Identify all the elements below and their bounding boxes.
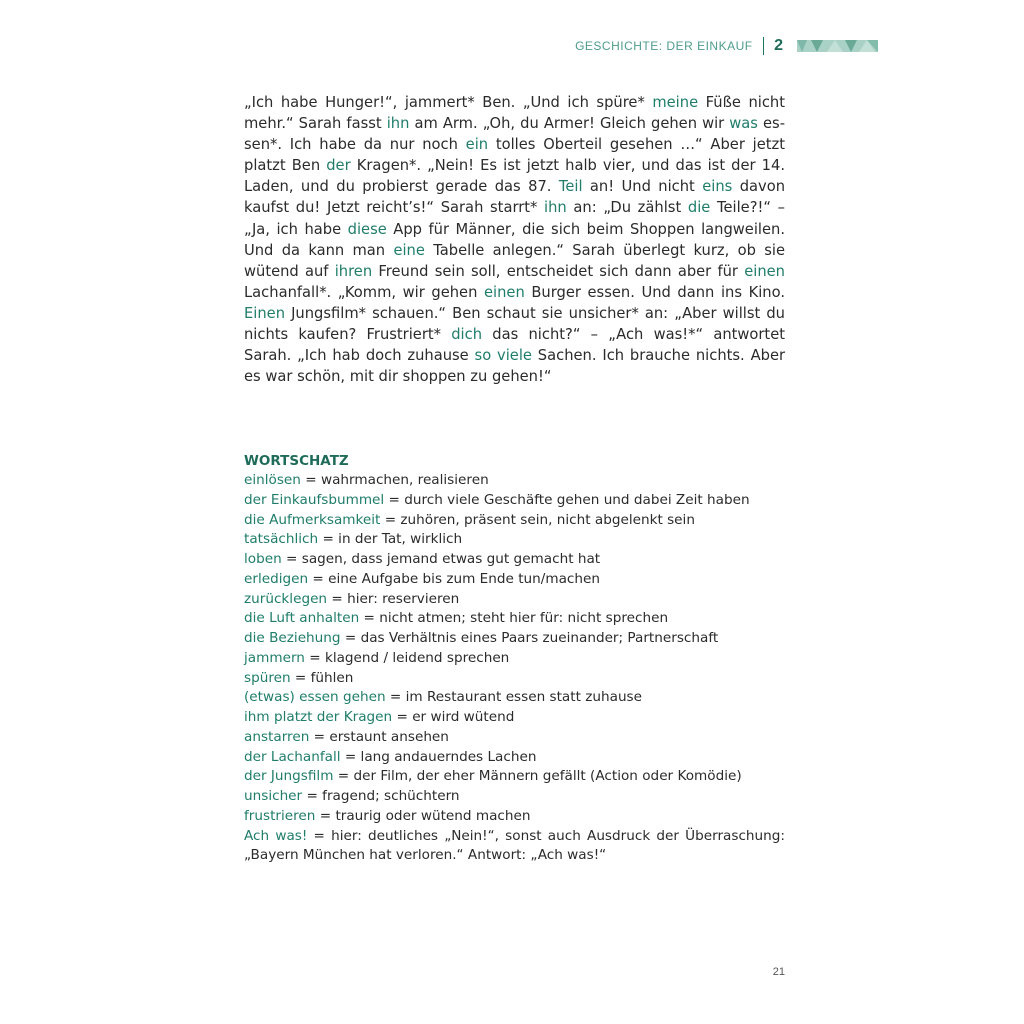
highlighted-word: so viele: [474, 347, 532, 365]
vocabulary-definition: = zuhören, präsent sein, nicht abgelenkt sein: [380, 511, 695, 528]
vocabulary-term: frustrieren: [244, 807, 316, 824]
story-text-segment: Teile?!“ – „Ja, ich habe: [244, 199, 785, 238]
highlighted-word: eine: [393, 241, 425, 259]
vocabulary-definition: = nicht atmen; steht hier für: nicht sprechen: [359, 610, 669, 627]
running-header: [575, 36, 878, 56]
story-text-segment: tolles Oberteil gesehen …“ Aber jetzt platzt Ben: [244, 136, 785, 175]
story-text-segment: es-sen*. Ich habe da nur noch: [244, 115, 786, 154]
highlighted-word: Einen: [244, 304, 286, 322]
vocabulary-heading: WORTSCHATZ: [244, 453, 349, 469]
chapter-title: GESCHICHTE: DER EINKAUF: [575, 39, 753, 53]
vocabulary-entry: [244, 550, 785, 570]
highlighted-word: einen: [744, 262, 785, 280]
vocabulary-term: die Aufmerksamkeit: [244, 511, 381, 528]
header-divider: [763, 37, 765, 55]
vocabulary-term: die Beziehung: [244, 630, 341, 646]
chapter-number: 2: [774, 37, 783, 54]
story-text-segment: App für Männer, die sich beim Shoppen langweilen. Und da kann man: [244, 220, 785, 259]
page-number: 21: [772, 966, 785, 978]
story-text-segment: Freund sein soll, entscheidet sich dann aber für: [372, 262, 745, 280]
highlighted-word: meine: [652, 94, 699, 111]
vocabulary-entry: [244, 471, 785, 491]
vocabulary-term: der Lachanfall: [244, 748, 341, 765]
vocabulary-entry: [244, 748, 785, 768]
vocabulary-entry: [244, 609, 785, 629]
vocabulary-term: der Jungsfilm: [244, 768, 334, 785]
vocabulary-section: [244, 452, 785, 866]
vocabulary-definition: = lang andauerndes Lachen: [340, 748, 537, 765]
vocabulary-entry: [244, 807, 785, 827]
vocabulary-term: (etwas) essen gehen: [244, 689, 386, 706]
vocabulary-entry: [244, 787, 785, 807]
vocabulary-entry: [244, 728, 785, 748]
vocabulary-definition: = in der Tat, wirklich: [318, 531, 463, 548]
vocabulary-definition: = er wird wütend: [392, 709, 515, 725]
story-text-segment: am Arm. „Oh, du Armer! Gleich gehen wir: [409, 115, 730, 133]
highlighted-word: die: [687, 199, 711, 217]
story-text-segment: „Ich habe Hunger!“, jammert* Ben. „Und ich spüre*: [244, 94, 653, 111]
vocabulary-definition: = wahrmachen, realisieren: [300, 472, 489, 488]
vocabulary-definition: = traurig oder wütend machen: [315, 807, 531, 824]
highlighted-word: dich: [451, 326, 483, 344]
story-text-segment: Kragen*. „Nein! Es ist jetzt halb vier, und das ist der 14. Laden, und du probierst gerade das 87.: [244, 157, 785, 196]
vocabulary-entry: [244, 491, 785, 511]
vocabulary-entry: [244, 570, 785, 590]
story-text-segment: Lachanfall*. „Komm, wir gehen: [244, 283, 484, 301]
story-text-segment: Jungsfilm* schauen.“ Ben schaut sie unsicher* an: „Aber willst du nichts kaufen? Frustriert*: [244, 304, 785, 344]
vocabulary-definition: = klagend / leidend sprechen: [304, 649, 510, 666]
vocabulary-term: unsicher: [244, 788, 303, 804]
vocabulary-definition: = hier: deutliches „Nein!“, sonst auch Ausdruck der Überraschung: „Bayern München hat verloren.“ Antwort: „Ach was!“: [244, 827, 785, 864]
vocabulary-term: erledigen: [244, 570, 309, 587]
vocabulary-term: loben: [244, 551, 282, 567]
vocabulary-entry: [244, 629, 785, 649]
vocabulary-term: einlösen: [244, 472, 301, 488]
vocabulary-definition: = durch viele Geschäfte gehen und dabei Zeit haben: [384, 491, 750, 508]
story-text-segment: davon kaufst du! Jetzt reicht’s!“ Sarah starrt*: [244, 178, 785, 217]
story-text-segment: Burger essen. Und dann ins Kino.: [524, 283, 785, 301]
vocabulary-entry: [244, 827, 785, 867]
vocabulary-definition: = fragend; schüchtern: [302, 788, 460, 804]
vocabulary-entry: [244, 590, 785, 610]
story-text-segment: Füße nicht mehr.“ Sarah fasst: [244, 94, 785, 133]
vocabulary-definition: = erstaunt ansehen: [309, 728, 449, 745]
highlighted-word: Teil: [558, 178, 583, 196]
vocabulary-definition: = im Restaurant essen statt zuhause: [385, 689, 643, 706]
vocabulary-definition: = eine Aufgabe bis zum Ende tun/machen: [308, 570, 600, 587]
decorative-band: [797, 40, 878, 52]
vocabulary-definition: = fühlen: [290, 669, 354, 686]
highlighted-word: diese: [347, 220, 387, 238]
vocabulary-term: anstarren: [244, 728, 310, 745]
vocabulary-term: spüren: [244, 669, 291, 686]
vocabulary-term: zurücklegen: [244, 590, 328, 607]
vocabulary-term: Ach was!: [244, 827, 308, 844]
story-text-segment: an: „Du zählst: [566, 199, 688, 217]
vocabulary-definition: = hier: reservieren: [327, 590, 460, 607]
story-text-segment: an! Und nicht: [582, 178, 703, 196]
vocabulary-entry: [244, 511, 785, 531]
vocabulary-term: der Einkaufsbummel: [244, 491, 385, 508]
highlighted-word: ihren: [334, 262, 373, 280]
vocabulary-entry: [244, 767, 785, 787]
highlighted-word: ihn: [386, 115, 410, 133]
vocabulary-definition: = sagen, dass jemand etwas gut gemacht hat: [281, 551, 601, 567]
vocabulary-term: jammern: [244, 649, 305, 666]
story-text-segment: Tabelle anlegen.“ Sarah überlegt kurz, ob sie wütend auf: [244, 241, 785, 280]
vocabulary-entry: [244, 688, 785, 708]
vocabulary-term: die Luft anhalten: [244, 610, 360, 627]
vocabulary-entry: [244, 708, 785, 728]
highlighted-word: was: [729, 115, 758, 133]
highlighted-word: der: [326, 157, 351, 175]
vocabulary-entry: [244, 649, 785, 669]
highlighted-word: ihn: [544, 199, 567, 217]
story-text-segment: das nicht?“ – „Ach was!*“ antwortet Sarah. „Ich hab doch zuhause: [244, 326, 785, 365]
vocabulary-entry: [244, 669, 785, 689]
story-text: [244, 92, 785, 387]
vocabulary-list: [244, 471, 785, 866]
vocabulary-entry: [244, 530, 785, 550]
vocabulary-definition: = der Film, der eher Männern gefällt (Action oder Komödie): [333, 768, 742, 785]
vocabulary-term: ihm platzt der Kragen: [244, 709, 393, 725]
story-text-segment: Sachen. Ich brauche nichts. Aber es war schön, mit dir shoppen zu gehen!“: [244, 347, 786, 386]
vocabulary-term: tatsächlich: [244, 531, 319, 548]
highlighted-word: eins: [702, 178, 733, 196]
highlighted-word: ein: [465, 136, 489, 154]
vocabulary-definition: = das Verhältnis eines Paars zueinander; Partnerschaft: [340, 630, 719, 646]
highlighted-word: einen: [483, 283, 525, 301]
